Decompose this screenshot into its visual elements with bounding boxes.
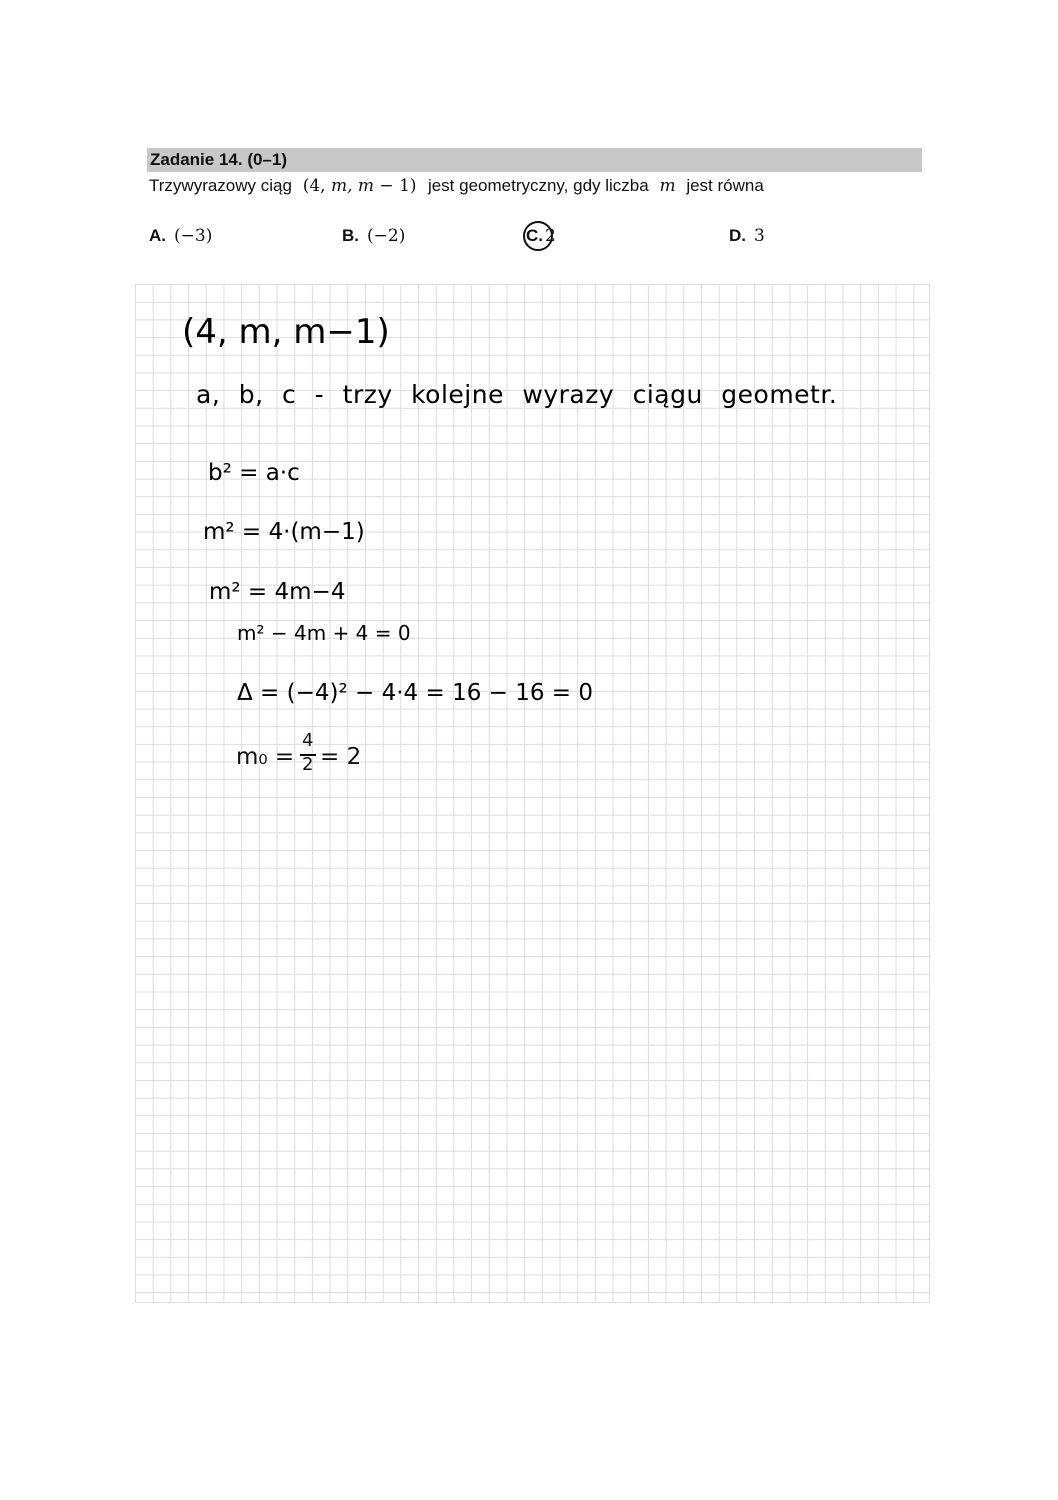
sequence-close: − 1) [379,176,417,196]
answer-label: A. [149,226,166,245]
answer-label: B. [342,226,359,245]
selected-answer-circle [523,221,553,251]
answer-option-d[interactable] [729,226,765,246]
answer-option-c[interactable] [526,226,556,246]
answer-value: 3 [754,226,765,246]
solution-line-5: m² = 4m−4 [209,579,346,605]
sequence-open: (4, [302,176,326,196]
solution-line-2: a, b, c - trzy kolejne wyrazy ciągu geometr. [196,380,838,409]
question-prefix: Trzywyrazowy ciąg [149,176,292,195]
grid-workspace [135,284,930,1303]
fraction-numerator: 4 [302,730,314,751]
task-title: Zadanie 14. (0–1) [150,150,288,169]
answer-value: 2 [545,226,556,246]
question-text [149,176,764,196]
answer-label: C. [526,226,543,245]
sequence-expression [303,176,422,196]
sequence-last: m [357,176,375,196]
fraction-denominator: 2 [302,754,314,775]
answer-value: (−2) [367,226,406,246]
answer-label: D. [729,226,746,245]
solution-line-6: m² − 4m + 4 = 0 [237,621,411,645]
answer-option-b[interactable] [342,226,405,246]
question-var: m [659,176,676,196]
answer-value: (−3) [174,226,213,246]
solution-line-7: Δ = (−4)² − 4·4 = 16 − 16 = 0 [237,680,594,706]
root-result: = 2 [320,744,362,770]
solution-line-4: m² = 4·(m−1) [203,519,365,545]
question-middle: jest geometryczny, gdy liczba [427,176,649,195]
solution-line-1: (4, m, m−1) [182,312,390,352]
solution-line-3: b² = a·c [208,460,300,486]
root-prefix: m₀ = [236,744,295,770]
sequence-m: m, [330,176,353,196]
answer-option-a[interactable] [149,226,212,246]
task-header [147,148,922,172]
question-suffix: jest równa [686,176,764,195]
